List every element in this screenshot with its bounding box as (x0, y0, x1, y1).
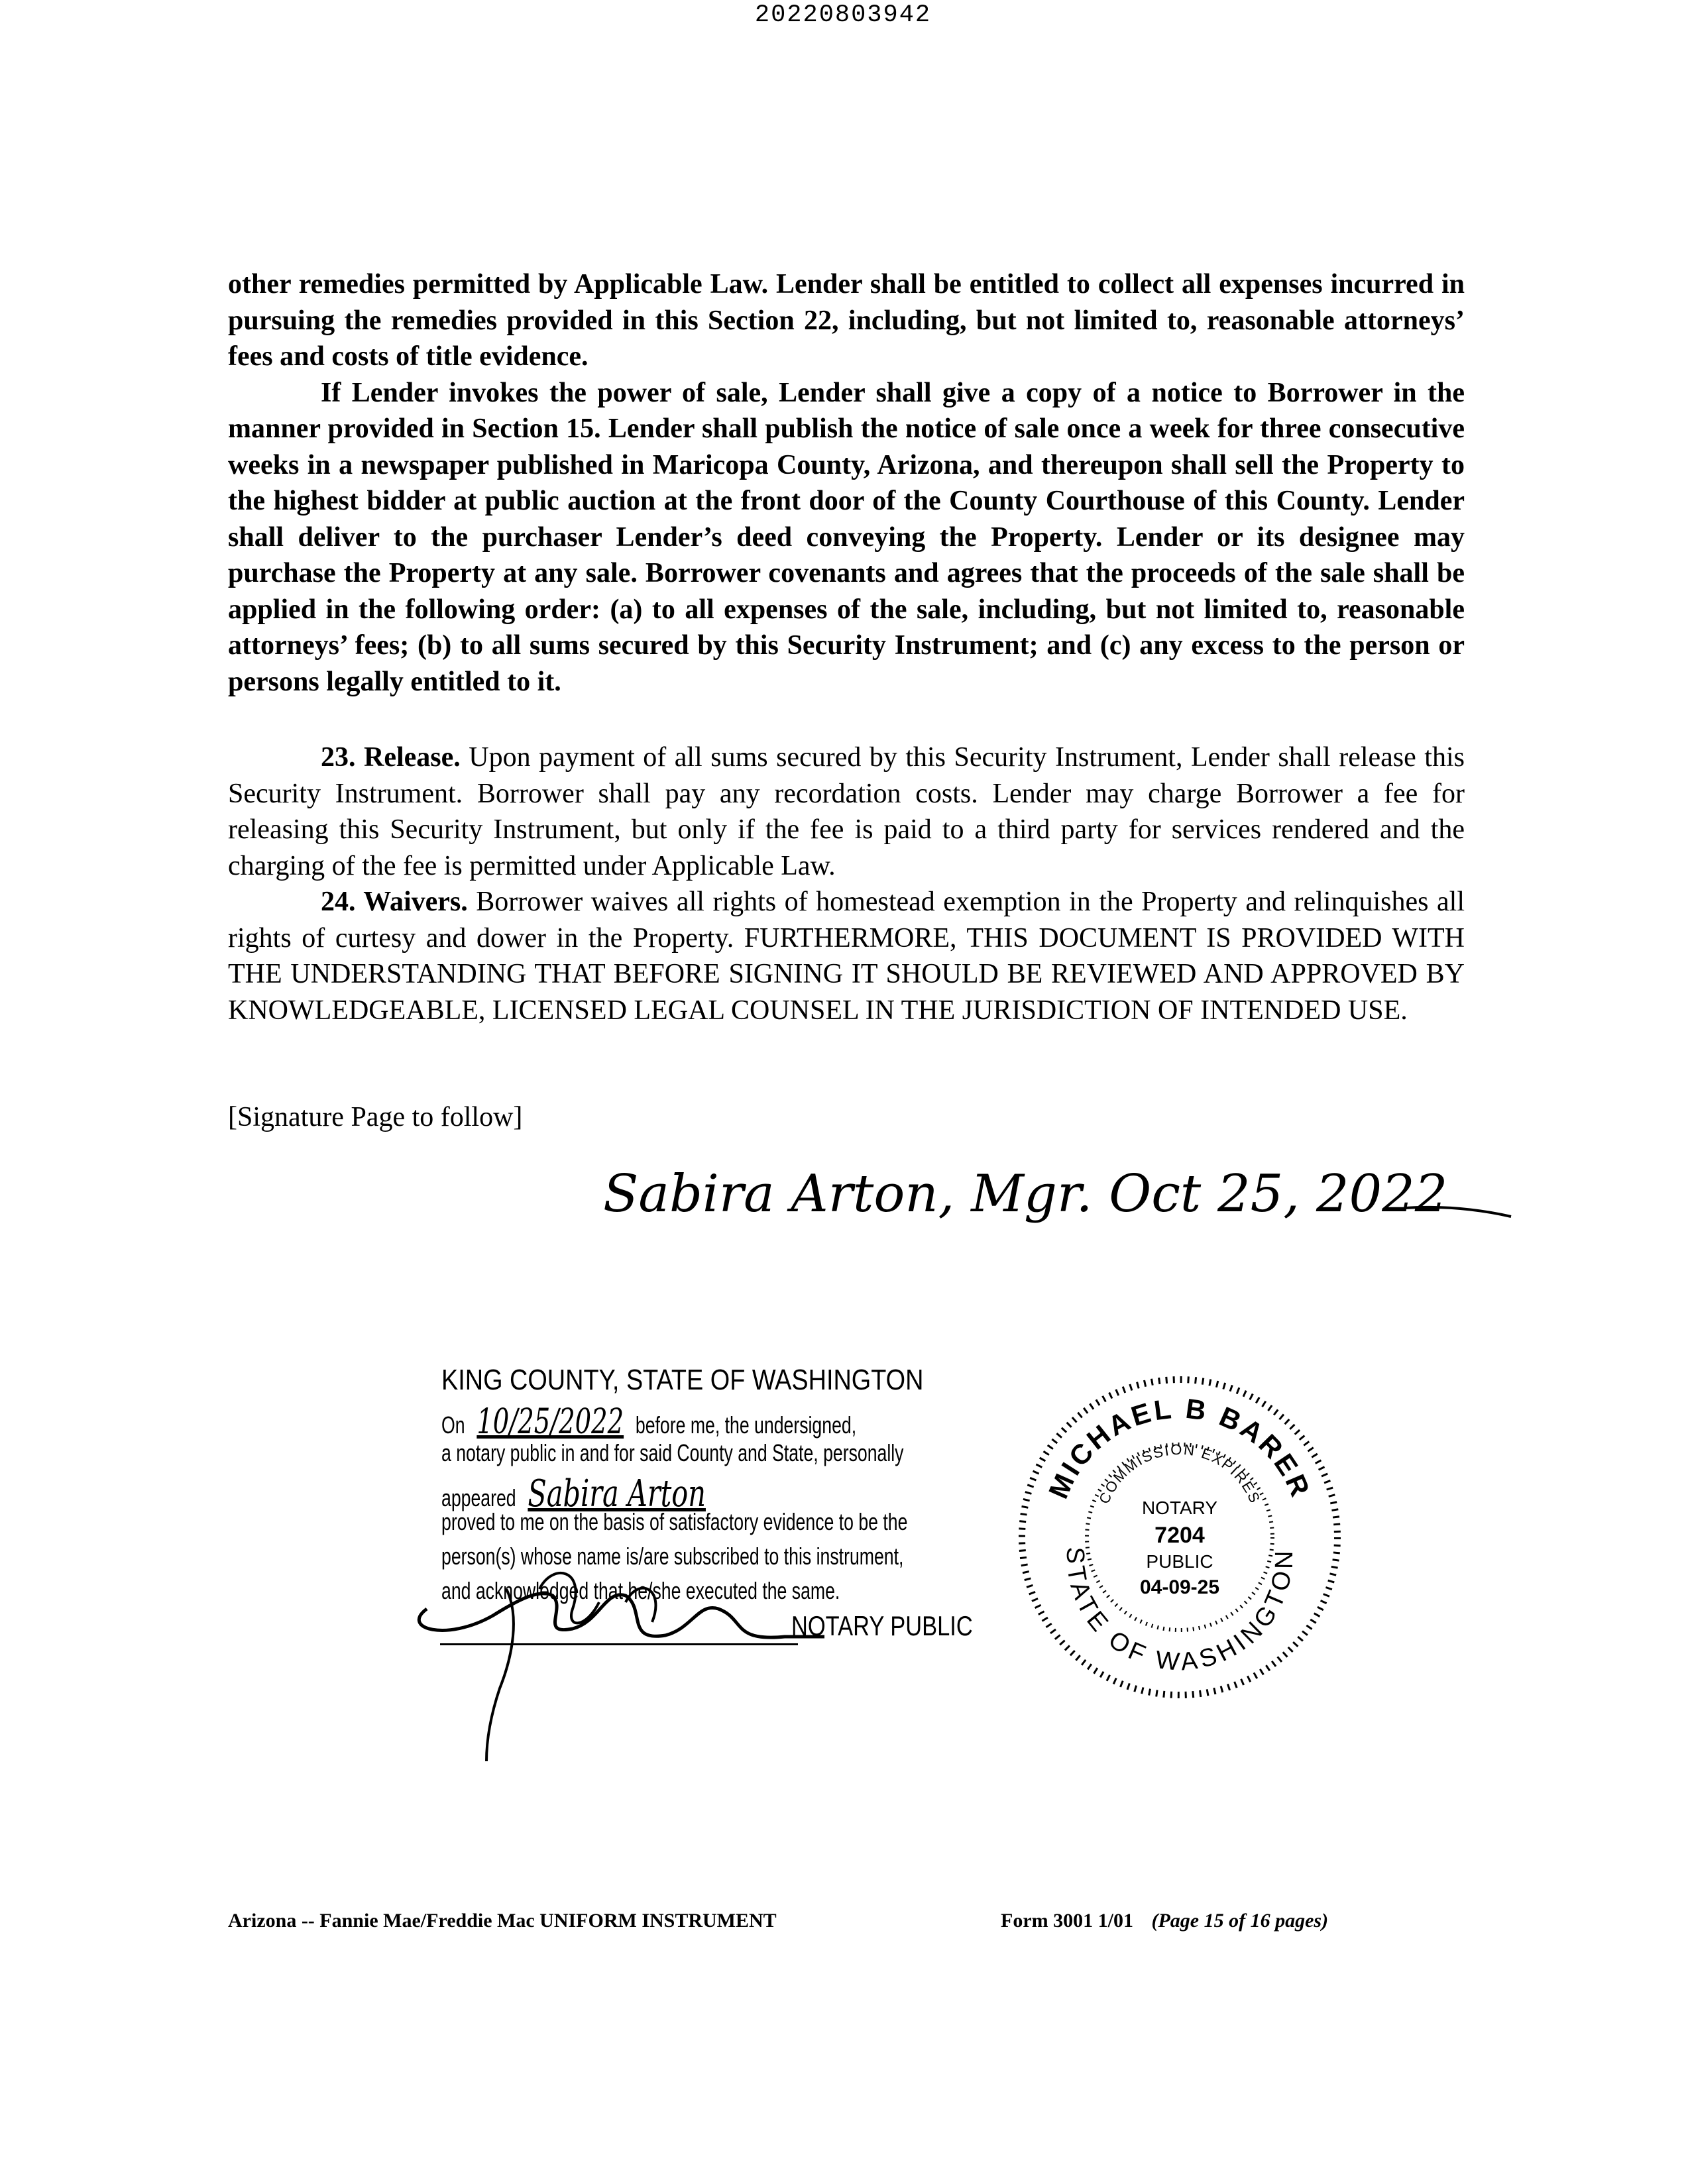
seal-public: PUBLIC (1146, 1551, 1213, 1572)
notary-signature-line (440, 1643, 798, 1645)
footer-form-info (1001, 1910, 1328, 1932)
signature-page-note: [Signature Page to follow] (228, 1102, 523, 1132)
notary-appeared-label: appeared (441, 1484, 516, 1511)
sections-23-24 (228, 739, 1465, 1028)
section-22-continuation (228, 266, 1465, 700)
notary-acknowledgment (440, 1364, 1037, 1761)
section-23-text: Upon payment of all sums secured by this Security Instrument, Lender shall release this Security Instrument. Borrower shall pay any recordation costs. Lender may charge Borrower a fee for releasing this Security Instrument, but only if the fee is paid to a third party for services rendered and the charging of the fee is permitted under Applicable Law. (228, 742, 1465, 881)
footer-instrument: Arizona -- Fannie Mae/Freddie Mac UNIFORM INSTRUMENT (228, 1910, 777, 1932)
handwritten-signature-text: Sabira Arton, Mgr. Oct 25, 2022 (603, 1164, 1448, 1224)
notary-public-label: NOTARY PUBLIC (791, 1610, 973, 1641)
section-24-text: Borrower waives all rights of homestead exemption in the Property and relinquishes all rights of curtesy and dower in the Property. FURTHERMORE, THIS DOCUMENT IS PROVIDED WITH THE UNDERSTANDING THAT BEFORE SIGNING IT SHOULD BE REVIEWED AND APPROVED BY KNOWLEDGEABLE, LICENSED LEGAL COUNSEL IN THE JURISDICTION OF INTENDED USE. (228, 887, 1465, 1026)
seal-notary: NOTARY (1141, 1498, 1218, 1518)
notary-before-me: before me, the undersigned, (635, 1411, 857, 1439)
footer-form-number: Form 3001 1/01 (1001, 1910, 1133, 1932)
seal-expiry: 04-09-25 (1139, 1576, 1220, 1598)
notary-line-2: a notary public in and for said County and State, personally (441, 1439, 904, 1466)
section-24-waivers (228, 884, 1465, 1028)
footer-page-number: (Page 15 of 16 pages) (1151, 1910, 1329, 1932)
notary-date-line (441, 1402, 856, 1442)
section-23-heading: 23. Release. (321, 742, 461, 773)
svg-text:COMMISSION EXPIRES (1096, 1441, 1264, 1506)
section-22-paragraph-1: other remedies permitted by Applicable Law. Lender shall be entitled to collect all expenses incurred in pursuing the remedies provided in this Section 22, including, but not limited to, reasonable attorneys’ fees and costs of title evidence. (228, 269, 1465, 372)
notary-date-handwritten: 10/25/2022 (477, 1402, 624, 1442)
notary-seal (1007, 1365, 1352, 1710)
notary-on-label: On (441, 1411, 465, 1439)
seal-commission: COMMISSION EXPIRES (1096, 1441, 1264, 1507)
handwritten-signature (596, 1138, 1524, 1238)
section-23-release (228, 739, 1465, 884)
section-24-heading: 24. Waivers. (321, 887, 468, 917)
seal-state: STATE OF WASHINGTON (1060, 1547, 1299, 1677)
notary-venue: KING COUNTY, STATE OF WASHINGTON (441, 1364, 924, 1396)
notary-appeared-name: Sabira Arton (528, 1472, 706, 1515)
seal-name: MICHAEL B BARER (1042, 1392, 1318, 1503)
seal-number: 7204 (1154, 1523, 1205, 1548)
notary-line-5: person(s) whose name is/are subscribed to this instrument, (441, 1543, 904, 1570)
notary-line-6: and acknowledged that he/she executed the same. (441, 1577, 840, 1604)
recording-number: 20220803942 (754, 1, 932, 29)
section-22-paragraph-2: If Lender invokes the power of sale, Lender shall give a copy of a notice to Borrower in the manner provided in Section 15. Lender shall publish the notice of sale once a week for three consecutive weeks in a newspaper published in Maricopa County, Arizona, and thereupon shall sell the Property to the highest bidder at public auction at the front door of the County Courthouse of this County. Lender shall deliver to the purchaser Lender’s deed conveying the Property. Lender or its designee may purchase the Property at any sale. Borrower covenants and agrees that the proceeds of the sale shall be applied in the following order: (a) to all expenses of the sale, including, but not limited to, reasonable attorneys’ fees; (b) to all sums secured by this Security Instrument; and (c) any excess to the person or persons legally entitled to it. (228, 377, 1465, 697)
notary-line-4: proved to me on the basis of satisfactory evidence to be the (441, 1508, 908, 1535)
